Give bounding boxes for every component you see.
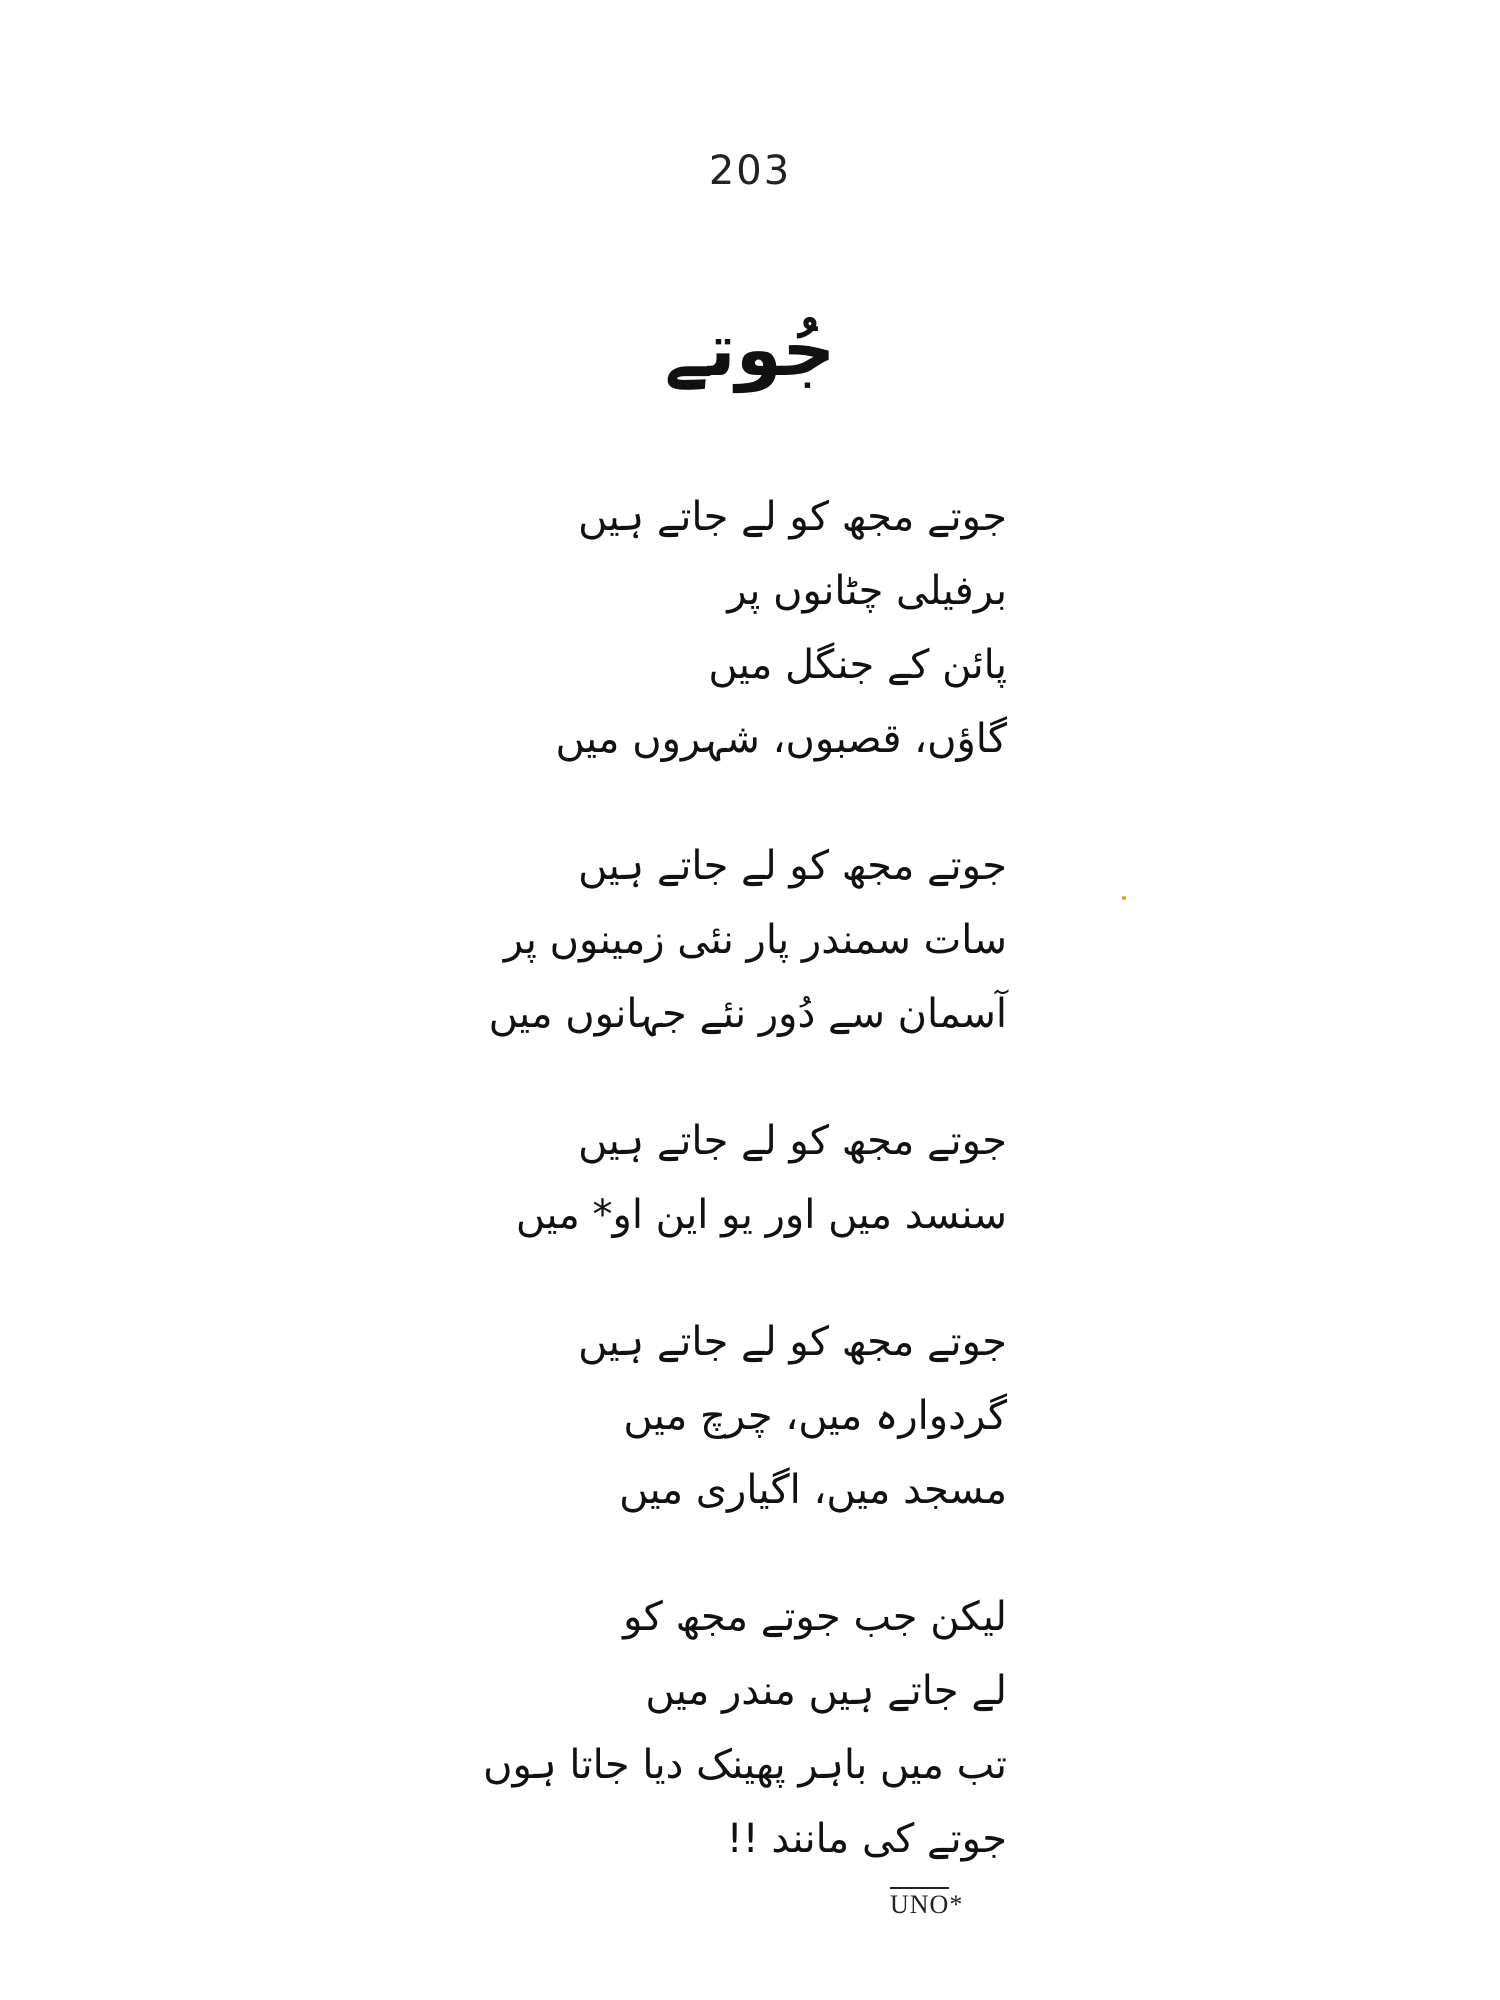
stanza-2	[447, 829, 1007, 1051]
poem-line: سات سمندر پار نئی زمینوں پر	[503, 917, 1007, 963]
poem-line: جوتے مجھ کو لے جاتے ہیں	[578, 494, 1007, 540]
poem-line: گردوارہ میں، چرچ میں	[623, 1393, 1007, 1439]
poem-line: جوتے مجھ کو لے جاتے ہیں	[578, 1319, 1007, 1365]
scan-speck	[1122, 896, 1126, 900]
poem-title: جُوتے	[664, 307, 836, 393]
poem-body	[447, 480, 1007, 1929]
footnote-marker: *	[949, 1890, 964, 1919]
poem-line: تب میں باہر پھینک دیا جاتا ہوں	[483, 1742, 1007, 1788]
poem-line: جوتے کی مانند !!	[726, 1816, 1007, 1862]
poem-line: لے جاتے ہیں مندر میں	[645, 1668, 1007, 1714]
poem-line: جوتے مجھ کو لے جاتے ہیں	[578, 1118, 1007, 1164]
poem-line: گاؤں، قصبوں، شہروں میں	[555, 716, 1007, 762]
footnote-abbrev: UNO	[890, 1887, 949, 1919]
stanza-3	[447, 1104, 1007, 1252]
poem-line: آسمان سے دُور نئے جہانوں میں	[488, 991, 1007, 1037]
stanza-1	[447, 480, 1007, 776]
poem-line: لیکن جب جوتے مجھ کو	[623, 1594, 1007, 1640]
poem-line: جوتے مجھ کو لے جاتے ہیں	[578, 843, 1007, 889]
poem-line: مسجد میں، اگیاری میں	[619, 1467, 1007, 1513]
poem-line: برفیلی چٹانوں پر	[727, 568, 1007, 614]
stanza-4	[447, 1305, 1007, 1527]
footnote	[890, 1890, 963, 1920]
poem-line: سنسد میں اور یو این او* میں	[515, 1192, 1007, 1238]
page-number: 203	[708, 148, 792, 194]
stanza-5	[447, 1580, 1007, 1876]
poem-line: پائن کے جنگل میں	[708, 642, 1007, 688]
